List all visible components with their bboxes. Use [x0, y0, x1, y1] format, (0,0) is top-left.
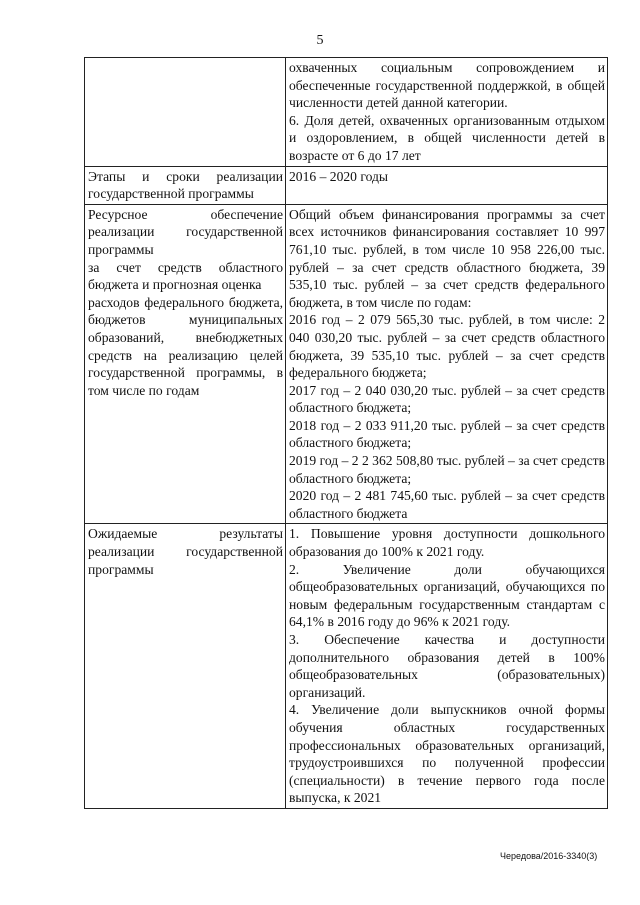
program-passport-table [84, 57, 608, 809]
row-content-cell [286, 524, 608, 809]
paragraph: охваченных социальным сопровождением и обеспеченные государственной поддержкой, в общей численности детей данной категории. [289, 60, 605, 111]
table-row [85, 58, 608, 167]
row-label-cell [85, 524, 286, 809]
row-label-cell [85, 166, 286, 204]
row-content-cell [286, 166, 608, 204]
paragraph: 2016 год – 2 079 565,30 тыс. рублей, в том числе: 2 040 030,20 тыс. рублей – за счет средств областного бюджета, 39 535,10 тыс. рублей – за счет средств федерального бюджета; [289, 312, 605, 381]
table-row [85, 524, 608, 809]
row-label-cell [85, 58, 286, 167]
paragraph: 4. Увеличение доли выпускников очной формы обучения областных государственных профессиональных образовательных организаций, трудоустроившихся по полученной профессии (специальности) в течение первого года после выпуска, к 2021 [289, 702, 605, 806]
paragraph: 3. Обеспечение качества и доступности дополнительного образования детей в 100% общеобразовательных (образовательных) организаций. [289, 632, 605, 700]
table-row [85, 166, 608, 204]
page-number: 5 [316, 33, 324, 48]
table-row [85, 204, 608, 524]
row-content-cell [286, 58, 608, 167]
paragraph: 6. Доля детей, охваченных организованным отдыхом и оздоровлением, в общей численности детей в возрасте от 6 до 17 лет [289, 112, 605, 163]
paragraph: 1. Повышение уровня доступности дошкольного образования до 100% к 2021 году. [289, 526, 605, 560]
row-content-cell [286, 204, 608, 524]
paragraph: 2020 год – 2 481 745,60 тыс. рублей – за счет средств областного бюджета [289, 488, 605, 521]
document-code-footer: Чередова/2016-3340(3) [500, 851, 598, 861]
paragraph: 2016 – 2020 годы [289, 168, 389, 184]
paragraph: 2. Увеличение доли обучающихся общеобразовательных организаций, обучающихся по новым федеральным государственным стандартам с 64,1% в 2016 году до 96% к 2021 году. [289, 561, 605, 630]
row-label: за счет средств областного бюджета и прогнозная оценка [88, 259, 283, 293]
row-label: Этапы и сроки реализации государственной программы [88, 168, 283, 202]
paragraph: 2017 год – 2 040 030,20 тыс. рублей – за счет средств областного бюджета; [289, 382, 605, 416]
row-label-cell [85, 204, 286, 524]
paragraph: 2018 год – 2 033 911,20 тыс. рублей – за счет средств областного бюджета; [289, 417, 605, 451]
row-label: Ожидаемые результаты реализации государственной программы [88, 526, 283, 577]
paragraph: Общий объем финансирования программы за счет всех источников финансирования составляет 10 997 761,10 тыс. рублей, в том числе 10 958 226,00 тыс. рублей – за счет средств областного бюджета, 39 535,10 тыс. рублей – за счет средств федерального бюджета, в том числе по годам: [289, 206, 605, 310]
row-label: Ресурсное обеспечение реализации государственной программы [88, 206, 283, 257]
row-label: расходов федерального бюджета, бюджетов муниципальных образований, внебюджетных средств на реализацию целей государственной программы, в том числе по годам [88, 294, 283, 398]
paragraph: 2019 год – 2 2 362 508,80 тыс. рублей – за счет средств областного бюджета; [289, 453, 605, 486]
